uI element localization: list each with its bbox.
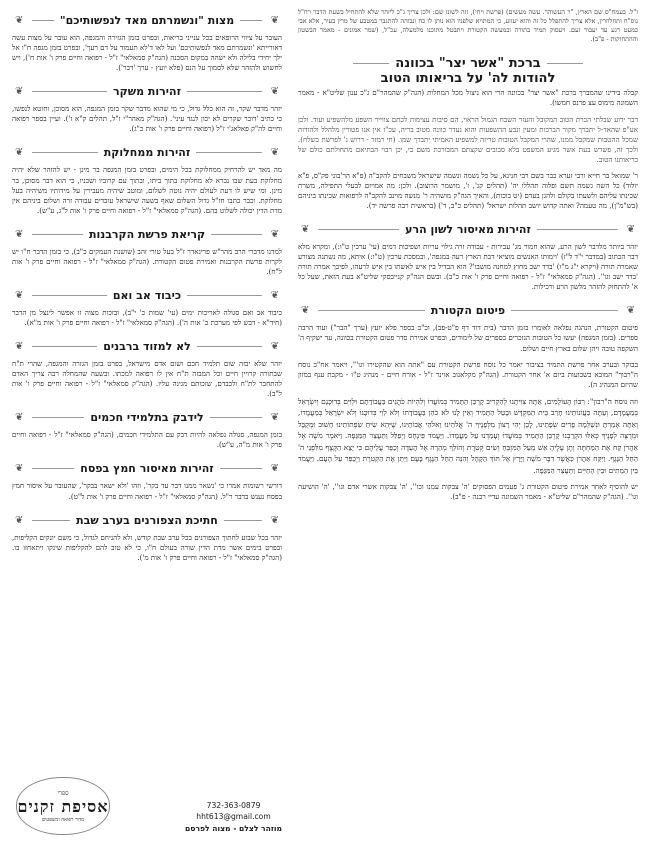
logo-sub-text: מדור רפואה ומשפטים (41, 816, 85, 823)
blessing-title-line1: ברכת "אשר יצר" בכוונה (395, 56, 541, 72)
publisher-logo (16, 777, 110, 835)
lashon-hara-heading (298, 223, 638, 236)
logo-top-text: ספרי (57, 789, 69, 797)
machloket-paragraph: מה מאד יש להרחיק ממחלוקת בכל הימים, ובפרט בזמן המגפה בר מינן - יש להזהר שלא יהיה מחלוקת בעת שבו נברא לא מחלוקת בתוך ביתו, ובתוך עם קרוביו ושכניו, כי הוא דבר מסוכן, בר מינן. ומי שיש לו דעת לעולם יהיה נוטה לשלום, ומוטב שיהיה מעבירין על מידותיו משיהיה בעל מחלוקת. וכבר כתבו חז"ל גדול השלום שאף בשעה שישראל עובדים עבודה זרה ושלום ביניהם אין מדת הדין יכולה לשלוט בהם. (הגה"ק סמאלאי" ז"ל - רפואה וחיים פרק ו' אות ל"ג, ע"ש). (12, 165, 282, 215)
contact-phone: 732-363-0879 (206, 801, 261, 811)
korbanot-heading (12, 228, 282, 241)
sheker-title: זהירות משקר (113, 85, 181, 99)
ornament-icon: ❦ (14, 341, 24, 353)
ketoret-paragraph-1: פיטום הקטורת, הנהגה נפלאה לאומרו בזמן הדבר (בית דוד דף פ"ט-פב), וכ"ב בספר פלא יועץ (ערך "הבר") ועוד הרבה ספרים. (בזמן המגפה) יעשו כל הטובות הנזכרים בספרים של לימודים, ובפרט אמירת סדר פטום הקטורת בכוונה, עד ישקיף ה' השקפה טובה ויהן שלום בארץ חיים ושלום. (298, 323, 638, 353)
mitzvah-title: מצות "ונשמרתם מאד לנפשותיכם" (59, 14, 235, 27)
ketoret-closing: יש להוסיף לאחר אמירת פיטום הקטורת ג' פעמים הפסוקים 'ה' צבקות עמנו וכו'', 'ה' צבקות אשרי אדם וגו'', 'ה' הושיעה וגו''. (הגה"ק שהמהר"ם שליט"א - מאמר השמונה עדיי רבנה - פ"ב). (298, 482, 638, 502)
blessing-paragraph-1: קבלה בידינו שהמברך ברכת "אשר יצר" בכוונה הרי הוא ניצול מכל המחלות (הגה"ק שהמהר"ם ג"כ ענון שליט"א - מאמר השמונה מימוס עצ פרנס חמשו). (298, 88, 638, 108)
ornament-icon: ❦ (270, 147, 279, 159)
ornament-icon: ❦ (270, 228, 279, 240)
lidbok-title: לידבק בתלמידי חכמים (90, 411, 204, 425)
ornament-icon: ❦ (14, 412, 24, 424)
ornament-icon: ❦ (15, 147, 24, 159)
kibud-title: כיבוד אב ואם (112, 288, 182, 302)
ornament-icon: ❦ (626, 224, 635, 236)
contact-block (185, 801, 282, 835)
tziporen-title: חתיכת הצפורנים בערב שבת (76, 513, 218, 527)
ornament-icon: ❦ (301, 224, 310, 236)
ornament-icon: ❦ (15, 289, 24, 301)
ketoret-paragraph-2: בבוקר ובערב אחר פרשת התמיד בציבור יאמר כל נוסח פרשת הקטורת עם "אתה הוא שהקטירו וגו'", ויאמר אח"כ נוסח ה"רבוך" המובא בשבועות ביום א' אחר הקטורת. (הגה"ק מקלאנוב אוינר ז"ל - אורח חיים - מנהיג ט"ו - מקבת ענף במזון שהיזם המנהיג ה). (298, 359, 638, 389)
chametz-title: זהירות מאיסור חמץ בפסח (80, 462, 214, 476)
ornament-icon: ❦ (270, 15, 279, 26)
ornament-icon: ❦ (270, 412, 279, 424)
lashon-hara-paragraph: יזהר ביותר מלדבר לשון הרע, שהוא חמור מג' עבירות - עבודה זרה גילוי עריות ושפיכות דמים (עי' ערכין ט"ו:), ומקרא מלא דבר הכתוב (במדבר י"ד ל"ז) 'וימותו האנשים מוציאי דבת הארץ רעה במגפה', ובמסכת ערכין (ט"ו:) איתא, מה נשתנה מצורע שאמרה תורה (ויקרא י"ג מ"ו) 'בדד ישב מחוץ למחנה מושבו'? הוא הבדיל בין איש לאשתו בין איש לרעהו, לפיכך אמרה תורה 'בדד ישב וגו''. (הגה"ק סמאלאי" ז"ל - רפואה וחיים פרק ו' אות כ"ב). ובשם הגה"ק קנייבסקי שליט"א בעת הזאת, שעל כל א' להתחזק להזהר מלשון הרע ורכילות. (298, 242, 638, 292)
korbanot-title: קריאת פרשת הקרבנות (88, 227, 206, 241)
right-column (298, 8, 638, 835)
ketoret-prayer-text: וזה נוסח ה"רבון": רִבּוֹן הָעוֹלָמִים, אַתָּה צִוִּיתָנוּ לְהַקְרִיב קָרְבַּן הַתָּמִיד בְּמוֹעֲדוֹ וְלִהְיוֹת כֹּהֲנִים בַּעֲבוֹדָתָם וּלְוִיִּם בְּדוּכָנָם וְיִשְׂרָאֵל בְּמַעֲמָדָם, וְעַתָּה בַּעֲוֹנוֹתֵינוּ חָרַב בֵּית הַמִּקְדָּשׁ וּבָטַל הַתָּמִיד וְאֵין לָנוּ לֹא כֹהֵן בַּעֲבוֹדָתוֹ וְלֹא לֵוִי בְּדוּכָנוֹ וְלֹא יִשְׂרָאֵל בְּמַעֲמָדוֹ, וְאַתָּה אָמַרְתָּ וּנְשַׁלְּמָה פָרִים שְׂפָתֵינוּ, לָכֵן יְהִי רָצוֹן מִלְּפָנֶיךָ ה' אֱלֹהֵינוּ וֵאלֹהֵי אֲבוֹתֵינוּ, שֶׁיְּהֵא שִׂיחַ שִׂפְתוֹתֵינוּ חָשׁוּב וּמְקֻבָּל וּמְרֻצֶּה לְפָנֶיךָ כְּאִלּוּ הִקְרַבְנוּ קָרְבַּן הַתָּמִיד בְּמוֹעֲדוֹ וְעָמַדְנוּ עַל מַעֲמָדוֹ. וַיַּעֲמֹד פִּינְחָס וַיְפַלֵּל וַתֵּעָצַר הַמַּגֵּפָה. וַיֹּאמֶר מֹשֶׁה אֶל אַהֲרֹן קַח אֶת הַמַּחְתָּה וְתֶן עָלֶיהָ אֵשׁ מֵעַל הַמִּזְבֵּחַ וְשִׂים קְטֹרֶת וְהוֹלֵךְ מְהֵרָה אֶל הָעֵדָה וְכַפֵּר עֲלֵיהֶם כִּי יָצָא הַקֶּצֶף מִלִּפְנֵי ה' הֵחֵל הַנָּגֶף. וַיִּקַּח אַהֲרֹן כַּאֲשֶׁר דִּבֶּר מֹשֶׁה וַיָּרָץ אֶל תּוֹךְ הַקָּהָל וְהִנֵּה הֵחֵל הַנֶּגֶף בָּעָם וַיִּתֵּן אֶת הַקְּטֹרֶת וַיְכַפֵּר עַל הָעָם. וַיַּעֲמֹד בֵּין הַמֵּתִים וּבֵין הַחַיִּים וַתֵּעָצַר הַמַּגֵּפָה. (298, 396, 638, 475)
chametz-paragraph: דורשי רשומות אמרו כי 'נשאר ממנו דבר עד בקר', וזהו 'ולא ישאר בבקר', שהעובר על איסור חמץ בפסח נענש בדבר ר"ל. (הגה"ק סמאלאי" ז"ל - רפואה וחיים פרק ו' אות ל"ט). (12, 481, 282, 501)
sheker-paragraph: יזהר מדבר שקר, זה הוא כלל גדול, כי מי שהוא מדבר שקר בזמן המגפה, הוא מסוכן, וחוטא לנפשו, כי כתיב 'דובר שקרים לא יכון לנגד עיני'. (הגה"ק מאהר"י ז"ל, תהלים ק"א ז'). ועיין בספר רפואה וחיים לה"ק פאלאג'י ז"ל (רפואה וחיים פרק ו' אות כ"ג). (12, 104, 282, 134)
blessing-paragraph-3: ר' שמואל בר חייא ורבי זערא כבר בשם רבי חנינא, על כל נשמה ונשמה שישראל משבחים להקב"ה (פ"א הר'בוני פק"ס, פ"א יולוד) כל השה גשמה תשם ופלוה תהללו יה' (תהלים קנ', ו', מושמר הרוצוב). ולכן: מה אמויזם לבעלי התפילה, משרת שכינתו עליהם ולשעתו בקולם ולהגן בעדם (יט בוכות), והאיך הגה"ק מושהיה ר' מנשה מוינב להקב"ה לרפואות שכינתו ביניהם (בש"מ"ן), מה טעמה? ואתה קדוש יושב תהלות ישראל' (תהלים כ"ב, ד') (בראשית רבה פרשה יד). (298, 170, 638, 210)
ketoret-heading (298, 304, 638, 317)
ornament-icon: ❦ (15, 15, 24, 26)
ketoret-title: פיטום הקטורת (430, 304, 506, 318)
kibud-paragraph: כיבוד אב ואם סגולה לאריכות ימים (עי' שמות כ' י"ב), ובזכות מצוה זו אפשר לינצל מן הדבר (חיד"א - דבש לפי מערכת כ' אות ה'). (הגה"ק סמאלאי" ז"ל - רפואה וחיים פרק ו' אות מ"א). (12, 307, 282, 327)
ornament-icon: ❦ (270, 341, 279, 353)
lidbok-heading (12, 411, 282, 424)
ornament-icon: ❦ (14, 514, 24, 526)
kibud-heading (12, 289, 282, 302)
livzot-heading (12, 340, 282, 353)
blessing-paragraph-2: דבר ידוע שבלתי הכרת הטוב המקובל והעזר השבח הגמול הראוי, הם סיבות עצימות לכתם צווייר השפע מלהשפיע ועוד. ולכן אע"פ שהאד-ל יתברך מקור הברכות ומעין ונבע ההשפעות והוא נעדר כוונה מטוב בריה, עכ"ז אין אנו פטורין מלהלל ולהודות שמכל ההטבות שמקבל ממנו, שהרי המקבל הטובות טריזה למשפיע האמיתי יתברך שמו. (חי רמזר - דרוש נ' לפרשת בשלח). ולכך זה, פשרש בעת אשר מגיע המשפט בלא סבובים שקצתם המבורכת משם בי, יכן רבוי הבתיאם מתחולתם כולם של בריאותנו הטוב. (298, 114, 638, 164)
machloket-heading (12, 146, 282, 159)
korbanot-paragraph: למדנו מדברי הרב מהר"ש פריגאדר ז"ל בעל טורי זהב (שושנת העמקים כ"ב), כי בזמן הדבר ח"ו יש לקרות פרשת הקרבנות ואמירת פטום הקטורת. (הגה"ק סמאלאי" ז"ל - רפואה וחיים פרק ו' אות ל"ח). (12, 246, 282, 276)
machloket-title: זהירות ממחלוקת (103, 146, 191, 160)
logo-main-text: אסיפת זקנים (17, 796, 109, 816)
tziporen-heading (12, 514, 282, 527)
contact-email: hht613@gmail.com (196, 811, 271, 821)
tziporen-paragraph: יזהר בכל שבוע לחתוך הצפורנים בכל ערב שבת קודש, ולא להניחם לגדול, כי משם יונקים הקליפות, ובפרט בימים אשר מדת הדין שורה בעולם ח"ו, כי לא טוב להם להקליפות שינקו ויתאחזו בו. (הגה"ק סמאלאי" ז"ל - רפואה וחיים פרק ו' אות מ'). (12, 532, 282, 562)
intro-text: ז"ל. בעמח"ס שם הארץ, "ר העשוהר. עשה מעשים) (פרשת ויחי), זזה לשונו שם: ולכן צריך ג"כ ליזהר שלא להתחיל בשעת הדבר רח"ל נוס"ח ותחלוזרין, אלא צריך להתפלל כל זה והוא יעזוע, כי המתויא שלפניו הוא נותן לו כח ונבוהה להתגבר במטבע של מרין בעיר, אלא אבי כמעט רגע עד יעבור זעם. ויעסוק תמיד בתורה ובמעשה הקטורת ויתבטל מתוכנו מלמעלה, עכ"ל, (שמר אמונים - מאמר הבשטון וההתחזקות - פ"ב). (298, 8, 638, 44)
mitzvah-paragraph: העובר על ציווי הרופאים בכל ענייני בריאות, ובפרט בזמן הגזירה והמגפה, הוא עובר על מצות עשה דאורייתא 'ונשמרתם מאד לנפשותיכם' ועל לאו ד'לא תעמוד על דם רעך', ובפרט בזמן מגפה ח"ו אל ילך יחידי בלילה ולא ישהה במקום הסכנה (הגה"ק סמאלאי" ז"ל - רפואה וחיים פרק ו' אות ח'), ויש לחשוש ולהזהר שלא לסמוך על הנס (פלא יועץ - ערך 'דבר'). (12, 33, 282, 73)
ornament-icon: ❦ (301, 305, 310, 317)
sheker-heading (12, 85, 282, 98)
ornament-icon: ❦ (15, 228, 24, 240)
ornament-icon: ❦ (15, 86, 24, 98)
livzot-title: לא למזוד ברבנים (103, 340, 191, 354)
livzot-paragraph: יזהר שלא יבזה שום תלמיד חכם ושום אדם מישראל, בפרט בזמן הגזרה והמגפה, שהרי ת"ח שבתורה קרויין חיים וכל המבזה ת"ח אין לו רפואה למכתו. ובשעה שהמחלה רבה צריך האדם להתחבר לת"ח ולכבדם, שזכותם מגינה עליו. (הגה"ק סמאלאי" ז"ל - רפואה וחיים פרק ו' אות ל"ב). (12, 359, 282, 399)
left-column (12, 8, 282, 835)
contact-tagline: מוזהר לצלם - מצוה לפרסם (185, 824, 282, 834)
footer (12, 773, 282, 835)
ornament-icon: ❦ (270, 289, 279, 301)
ornament-icon: ❦ (14, 463, 24, 475)
ornament-icon: ❦ (270, 86, 279, 98)
lidbok-paragraph: בזמן המגפה, סגולה נפלאה להיות דבק עם התלמידי חכמים, (הגה"ק סמאלאי" ז"ל - רפואה וחיים פרק ו' אות מ"ה, ע"ש). (12, 430, 282, 450)
lashon-hara-title: זהירות מאיסור לשון הרע (405, 223, 531, 237)
ornament-icon: ❦ (270, 514, 279, 526)
blessing-title (298, 56, 638, 86)
blessing-title-line2: להודות לה' על בריאותו הטוב (380, 71, 556, 87)
chametz-heading (12, 462, 282, 475)
ornament-icon: ❦ (270, 463, 279, 475)
ornament-icon: ❦ (626, 305, 635, 317)
mitzvah-heading (12, 14, 282, 27)
